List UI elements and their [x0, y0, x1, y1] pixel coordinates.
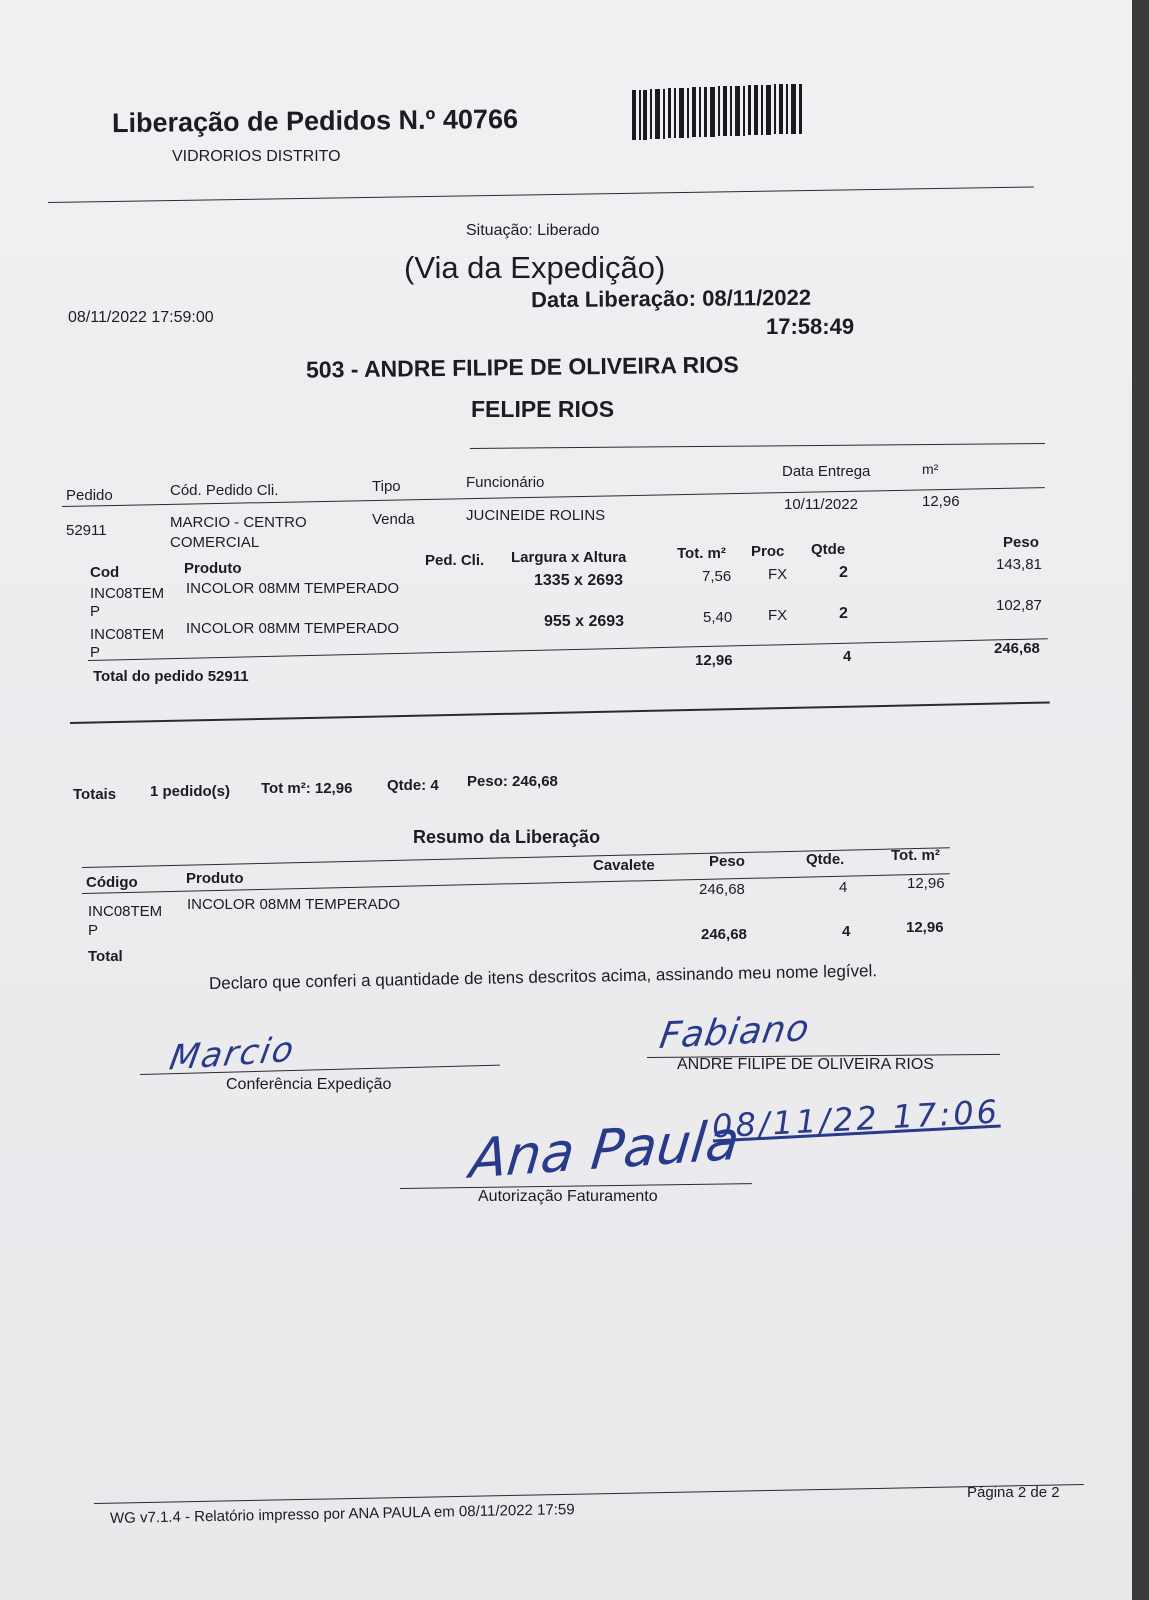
order-table-top-line — [470, 443, 1045, 449]
client-name: 503 - ANDRE FILIPE DE OLIVEIRA RIOS — [305, 351, 739, 383]
company-name: VIDRORIOS DISTRITO — [172, 148, 341, 165]
client-signature-label: ANDRE FILIPE DE OLIVEIRA RIOS — [677, 1056, 934, 1073]
summary-total-label: Total — [88, 948, 123, 965]
items-header-cod: Cod — [90, 564, 120, 581]
summary-row-produto: INCOLOR 08MM TEMPERADO — [187, 896, 401, 913]
items-total-line — [88, 638, 1048, 661]
order-total-qtde: 4 — [843, 648, 852, 665]
header-tipo: Tipo — [372, 478, 401, 495]
header-cod-pedido-cli: Cód. Pedido Cli. — [170, 482, 279, 499]
totals-pedidos: 1 pedido(s) — [150, 783, 231, 800]
items-header-ped-cli: Ped. Cli. — [425, 552, 485, 569]
item-2-dimensions: 955 x 2693 — [544, 613, 625, 630]
row-cod-line2: COMERCIAL — [170, 534, 260, 551]
row-pedido: 52911 — [66, 522, 107, 539]
totals-label: Totais — [73, 786, 117, 803]
header-divider — [48, 187, 1034, 203]
summary-header-tot-m2: Tot. m² — [891, 847, 940, 864]
totals-peso: Peso: 246,68 — [467, 773, 558, 790]
client-signature: Fabiano — [656, 1007, 813, 1058]
items-header-qtde: Qtde — [811, 541, 846, 558]
handwritten-datetime: 08/11/22 17:06 — [711, 1092, 1001, 1146]
declaration-text: Declaro que conferi a quantidade de itens descritos acima, assinando meu nome legível. — [208, 961, 878, 993]
client-nickname: FELIPE RIOS — [471, 396, 615, 422]
order-total-m2: 12,96 — [695, 652, 733, 669]
item-1-cod-cont: P — [90, 603, 101, 620]
item-2-produto: INCOLOR 08MM TEMPERADO — [186, 620, 400, 637]
item-2-tot-m2: 5,40 — [703, 609, 733, 626]
row-m2: 12,96 — [922, 493, 960, 510]
order-total-peso: 246,68 — [994, 640, 1040, 657]
autorizacao-signature: Ana Paula — [466, 1108, 743, 1191]
row-data-entrega: 10/11/2022 — [784, 496, 858, 513]
release-date: Data Liberação: 08/11/2022 — [530, 284, 812, 313]
status-text: Situação: Liberado — [466, 222, 600, 239]
barcode-icon — [632, 84, 807, 142]
row-funcionario: JUCINEIDE ROLINS — [466, 507, 606, 524]
header-funcionario: Funcionário — [466, 474, 545, 491]
item-2-cod-cont: P — [90, 644, 101, 661]
items-header-produto: Produto — [184, 560, 242, 577]
conferencia-label: Conferência Expedição — [226, 1076, 392, 1093]
item-2-cod: INC08TEM — [90, 626, 165, 643]
header-pedido: Pedido — [66, 487, 113, 504]
footer-page-number: Página 2 de 2 — [967, 1484, 1060, 1501]
header-m2: m² — [922, 461, 939, 477]
document-title: Liberação de Pedidos N.º 40766 — [111, 103, 519, 139]
item-1-peso: 143,81 — [996, 556, 1042, 573]
header-data-entrega: Data Entrega — [782, 463, 871, 480]
item-2-proc: FX — [768, 607, 788, 624]
item-2-peso: 102,87 — [996, 597, 1042, 614]
autorizacao-label: Autorização Faturamento — [478, 1188, 658, 1205]
conferencia-signature: Marcio — [166, 1029, 299, 1079]
item-1-qtde: 2 — [839, 564, 848, 581]
items-header-peso: Peso — [1003, 534, 1039, 551]
row-tipo: Venda — [372, 511, 415, 528]
summary-title: Resumo da Liberação — [413, 827, 601, 847]
item-2-qtde: 2 — [839, 605, 848, 622]
summary-header-peso: Peso — [709, 853, 745, 870]
item-1-produto: INCOLOR 08MM TEMPERADO — [186, 580, 400, 597]
summary-row-cod-cont: P — [88, 922, 99, 939]
order-total-label: Total do pedido 52911 — [93, 668, 249, 685]
summary-total-m2: 12,96 — [906, 919, 944, 936]
via-title: (Via da Expedição) — [404, 250, 666, 285]
summary-header-qtde: Qtde. — [806, 851, 845, 868]
summary-header-cavalete: Cavalete — [593, 857, 655, 874]
summary-row-tot-m2: 12,96 — [907, 875, 945, 892]
item-1-dimensions: 1335 x 2693 — [534, 572, 623, 589]
release-time: 17:58:49 — [766, 314, 855, 339]
footer-line — [94, 1484, 1084, 1504]
totals-m2: Tot m²: 12,96 — [261, 780, 353, 797]
summary-total-qtde: 4 — [842, 923, 851, 940]
totals-qtde: Qtde: 4 — [387, 777, 439, 794]
summary-row-peso: 246,68 — [699, 881, 745, 898]
items-header-proc: Proc — [751, 543, 785, 560]
items-header-tot-m2: Tot. m² — [677, 545, 726, 562]
summary-row-cod: INC08TEM — [88, 903, 163, 920]
row-cod-line1: MARCIO - CENTRO — [170, 514, 307, 531]
summary-header-produto: Produto — [186, 870, 244, 887]
item-1-proc: FX — [768, 566, 788, 583]
item-1-cod: INC08TEM — [90, 585, 165, 602]
summary-total-peso: 246,68 — [701, 926, 747, 943]
items-header-dimensions: Largura x Altura — [511, 549, 627, 566]
footer-printed-by: WG v7.1.4 - Relatório impresso por ANA PAULA em 08/11/2022 17:59 — [109, 1501, 575, 1527]
summary-row-qtde: 4 — [839, 879, 848, 896]
order-section-divider — [70, 701, 1050, 724]
summary-header-codigo: Código — [86, 874, 138, 891]
item-1-tot-m2: 7,56 — [702, 568, 732, 585]
print-datetime: 08/11/2022 17:59:00 — [68, 309, 214, 326]
